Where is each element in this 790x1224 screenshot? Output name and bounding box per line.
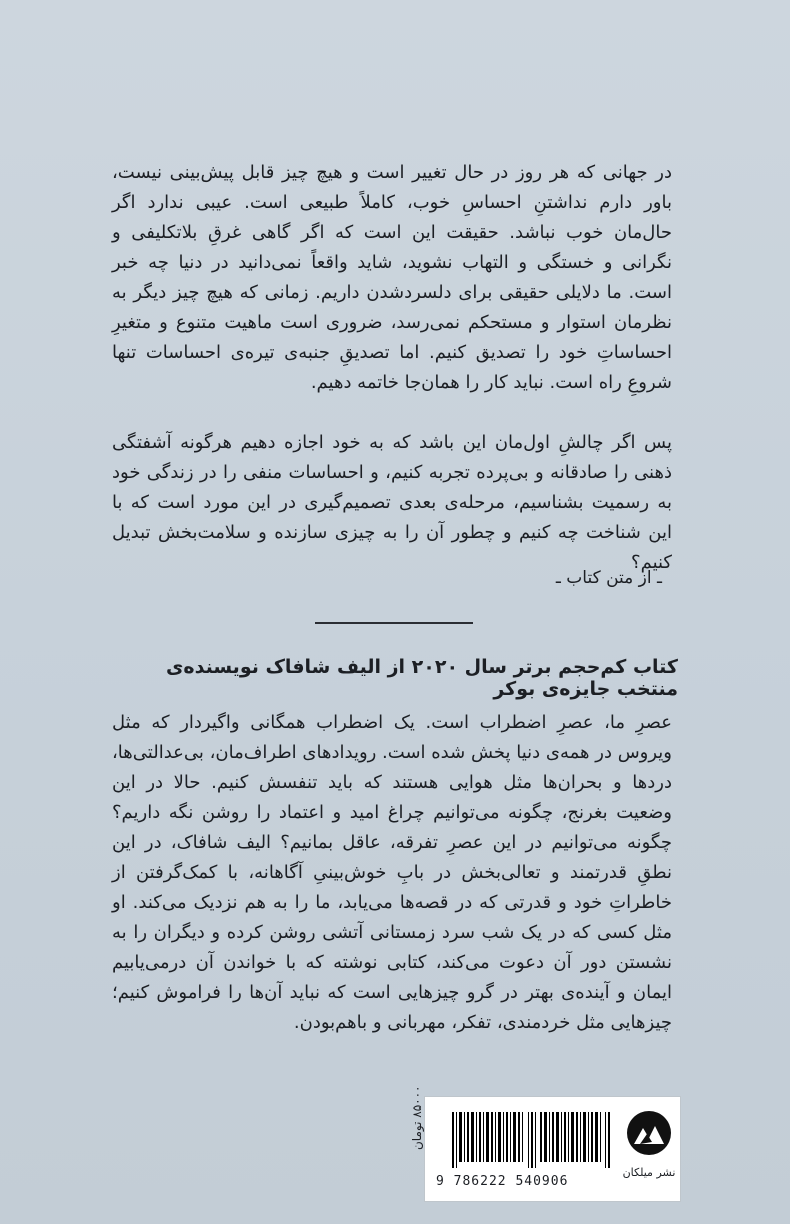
price-label: ۸۵۰۰۰ تومان	[410, 1085, 424, 1150]
barcode	[452, 1112, 612, 1168]
excerpt-attribution: ـ از متن کتاب ـ	[555, 568, 662, 588]
mountain-logo-icon	[626, 1110, 672, 1156]
barcode-digits: 9 786222 540906	[436, 1174, 569, 1189]
excerpt-paragraph-2: پس اگر چالشِ اول‌مان این باشد که به خود اجازه دهیم هرگونه آشفتگی ذهنی را صادقانه و بی‌پرده تجربه کنیم، و احساسات منفی را در زندگی خود به رسمیت بشناسیم، مرحله‌ی بعدی تصمیم‌گیری در این مورد است که با این شناخت چه کنیم و چطور آن را به چیزی سازنده و سلامت‌بخش تبدیل کنیم؟	[112, 432, 672, 573]
excerpt-paragraph-1: در جهانی که هر روز در حال تغییر است و هیچ چیز قابل پیش‌بینی نیست، باور دارم نداشتنِ احساسِ خوب، کاملاً طبیعی است. عیبی ندارد اگر حال‌مان خوب نباشد. حقیقت این است که اگر گاهی غرقِ بلاتکلیفی و نگرانی و خستگی و التهاب نشوید، شاید واقعاً نمی‌دانید در دنیا چه خبر است. ما دلایلی حقیقی برای دلسردشدن داریم. زمانی که هیچ چیز دیگر به نظرمان استوار و مستحکم نمی‌رسد، ضروری است ماهیت متنوع و متغیرِ احساساتِ خود را تصدیق کنیم. اما تصدیقِ جنبه‌ی تیره‌ی احساسات تنها شروعِ راه است. نباید کار را همان‌جا خاتمه دهیم.	[112, 162, 672, 393]
publisher-name: نشر میلکان	[622, 1166, 676, 1179]
divider-line	[315, 622, 473, 624]
description-paragraph: عصرِ ما، عصرِ اضطراب است. یک اضطراب همگانی واگیردار که مثل ویروس در همه‌ی دنیا پخش شده است. رویدادهای اطراف‌مان، بی‌عدالتی‌ها، دردها و بحران‌ها مثل هوایی هستند که باید تنفسش کنیم. حالا در این وضعیت بغرنج، چگونه می‌توانیم چراغ امید و اعتماد را روشن نگه داریم؟ چگونه می‌توانیم در این عصرِ تفرقه، عاقل بمانیم؟ الیف شافاک، در این نطقِ قدرتمند و تعالی‌بخش در بابِ خوش‌بینیِ آگاهانه، با کمک‌گرفتن از خاطراتِ خود و قدرتی که در قصه‌ها می‌یابد، ما را به هم نزدیک می‌کند. او مثل کسی که در یک شب سرد زمستانی آتشی روشن کرده و دیگران را به نشستن دور آن دعوت می‌کند، کتابی نوشته که با خواندن آن درمی‌یابیم ایمان و آینده‌ی بهتر در گرو چیزهایی است که نباید آن‌ها را فراموش کنیم؛ چیزهایی مثل خردمندی، تفکر، مهربانی و باهم‌بودن.	[111, 712, 672, 1033]
headline: کتاب کم‌حجم برتر سال ۲۰۲۰ از الیف شافاک نویسنده‌ی منتخب جایزه‌ی بوکر	[165, 656, 678, 700]
